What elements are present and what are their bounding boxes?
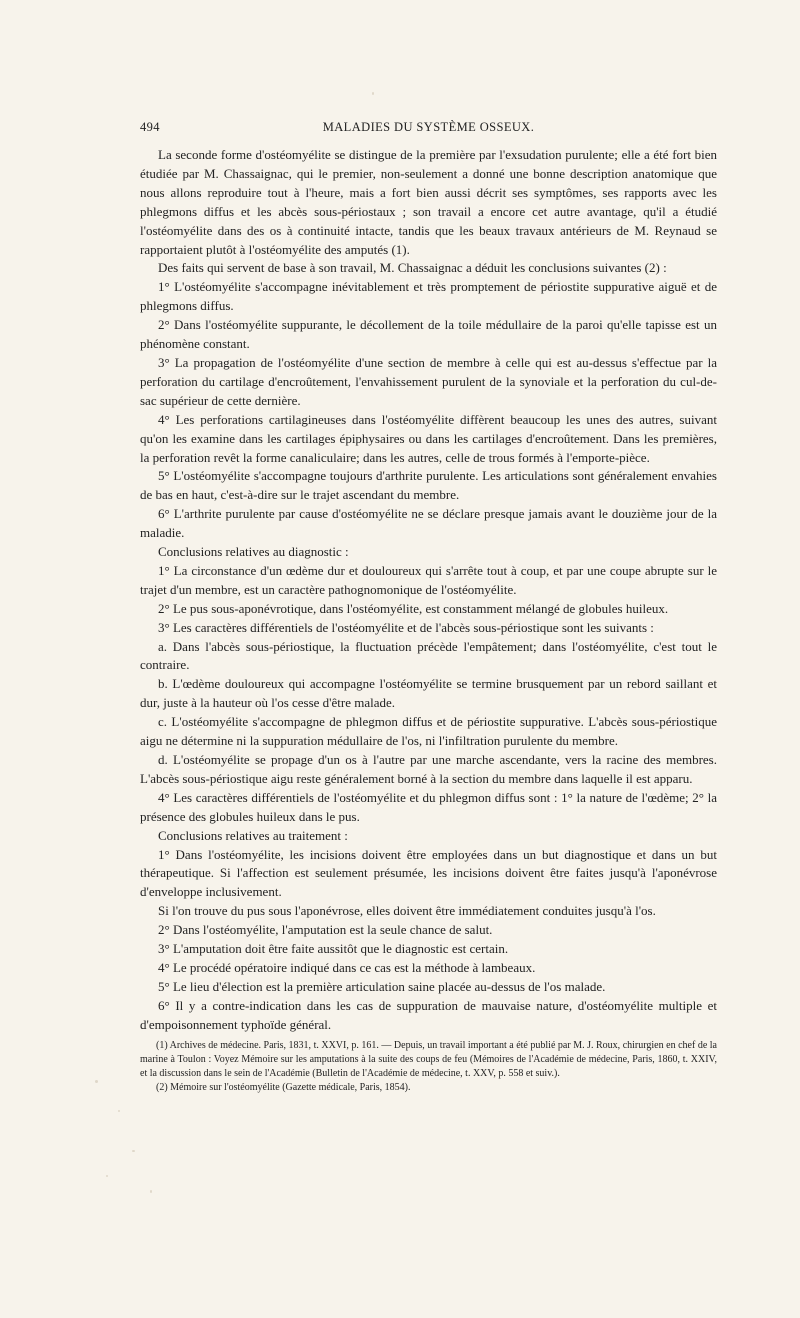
paragraph: 4° Le procédé opératoire indiqué dans ce cas est la méthode à lambeaux. bbox=[158, 959, 536, 975]
main-text bbox=[140, 146, 717, 1095]
paragraph: 1° La circonstance d'un œdème dur et douloureux qui s'arrête tout à coup, et par une coupe abrupte sur le trajet d'un membre, est un caractère pathognomonique de l'ostéomyélite. bbox=[140, 562, 717, 597]
paragraph: b. L'œdème douloureux qui accompagne l'ostéomyélite se termine brusquement par un rebord saillant et dur, juste à la hauteur où l'os cesse d'être malade. bbox=[140, 676, 717, 711]
paper-speck bbox=[150, 1190, 152, 1193]
running-title: MALADIES DU SYSTÈME OSSEUX. bbox=[322, 120, 535, 134]
paragraph: 3° L'amputation doit être faite aussitôt que le diagnostic est certain. bbox=[158, 941, 509, 957]
page-number: 494 bbox=[140, 120, 160, 134]
paragraph: 5° L'ostéomyélite s'accompagne toujours d'arthrite purulente. Les articulations sont généralement envahies de bas en haut, c'est-à-dire sur le trajet ascendant du membre. bbox=[140, 468, 717, 503]
paragraph: 6° L'arthrite purulente par cause d'ostéomyélite ne se déclare presque jamais avant le douzième jour de la maladie. bbox=[140, 506, 717, 541]
paragraph: 3° La propagation de l'ostéomyélite d'une section de membre à celle qui est au-dessus s'effectue par la perforation du cartilage d'encroûtement, l'envahissement purulent de la synoviale et la perforation du cul-de-sac supérieur de cette dernière. bbox=[140, 354, 717, 408]
paragraph: 3° Les caractères différentiels de l'ostéomyélite et de l'abcès sous-périostique sont les suivants : bbox=[158, 619, 654, 635]
footnotes bbox=[140, 1039, 717, 1096]
paper-speck bbox=[372, 92, 374, 95]
paper-speck bbox=[118, 1110, 120, 1112]
paragraph: 4° Les perforations cartilagineuses dans l'ostéomyélite diffèrent beaucoup les unes des autres, suivant qu'on les examine dans les cartilages épiphysaires ou dans les cartilages d'encroûtement. Dans les premières, la perforation revêt la forme canaliculaire; dans les autres, celle de trous formés à l'emporte-pièce. bbox=[140, 411, 717, 465]
paragraph: 1° Dans l'ostéomyélite, les incisions doivent être employées dans un but diagnostique et dans un but thérapeutique. Si l'affection est seulement présumée, les incisions doivent être faites jusqu'à l'aponévrose d'enveloppe inclusivement. bbox=[140, 846, 717, 900]
paragraph: 2° Dans l'ostéomyélite, l'amputation est la seule chance de salut. bbox=[158, 922, 493, 938]
paper-speck bbox=[95, 1080, 98, 1083]
paragraph: 2° Le pus sous-aponévrotique, dans l'ostéomyélite, est constamment mélangé de globules huileux. bbox=[158, 600, 669, 616]
paragraph: 4° Les caractères différentiels de l'ostéomyélite et du phlegmon diffus sont : 1° la nature de l'œdème; 2° la présence des globules huileux dans le pus. bbox=[140, 789, 717, 824]
paper-speck bbox=[132, 1150, 135, 1152]
footnote: (1) Archives de médecine. Paris, 1831, t. XXVI, p. 161. — Depuis, un travail important a été publié par M. J. Roux, chirurgien en chef de la marine à Toulon : Voyez Mémoire sur les amputations à la suite des coups de feu (Mémoires de l'Académie de médecine, Paris, 1860, t. XXIV, et la discussion dans le sein de l'Académie (Bulletin de l'Académie de médecine, t. XXV, p. 558 et suiv.). bbox=[140, 1039, 717, 1079]
paragraph: Des faits qui servent de base à son travail, M. Chassaignac a déduit les conclusions suivantes (2) : bbox=[158, 260, 667, 276]
footnote: (2) Mémoire sur l'ostéomyélite (Gazette médicale, Paris, 1854). bbox=[156, 1082, 411, 1094]
paragraph: a. Dans l'abcès sous-périostique, la fluctuation précède l'empâtement; dans l'ostéomyélite, c'est tout le contraire. bbox=[140, 638, 717, 673]
page-header bbox=[140, 120, 717, 138]
paragraph: Si l'on trouve du pus sous l'aponévrose, elles doivent être immédiatement conduites jusqu'à l'os. bbox=[158, 903, 656, 919]
paragraph: 6° Il y a contre-indication dans les cas de suppuration de mauvaise nature, d'ostéomyélite multiple et d'empoisonnement typhoïde général. bbox=[140, 997, 717, 1032]
paragraph: 2° Dans l'ostéomyélite suppurante, le décollement de la toile médullaire de la paroi qu'elle tapisse est un phénomène constant. bbox=[140, 317, 717, 352]
section-heading: Conclusions relatives au diagnostic : bbox=[158, 544, 349, 560]
paragraph: 1° L'ostéomyélite s'accompagne inévitablement et très promptement de périostite suppurative aiguë et de phlegmons diffus. bbox=[140, 279, 717, 314]
paragraph: c. L'ostéomyélite s'accompagne de phlegmon diffus et de périostite suppurative. L'abcès sous-périostique aigu ne détermine ni la suppuration médullaire de l'os, ni l'infiltration purulente du membre. bbox=[140, 714, 717, 749]
paragraph: d. L'ostéomyélite se propage d'un os à l'autre par une marche ascendante, vers la racine des membres. L'abcès sous-périostique aigu reste généralement borné à la section du membre dans laquelle il est apparu. bbox=[140, 752, 717, 786]
paragraph: 5° Le lieu d'élection est la première articulation saine placée au-dessus de l'os malade. bbox=[158, 978, 606, 994]
paragraph: La seconde forme d'ostéomyélite se distingue de la première par l'exsudation purulente; elle a été fort bien étudiée par M. Chassaignac, qui le premier, non-seulement a donné une bonne description anatomique que nous allons reproduire tout à l'heure, mais a fort bien aussi décrit ses symptômes, ses rapports avec les phlegmons diffus et les abcès sous-périostaux ; son travail a encore cet autre avantage, qu'il a étudié l'ostéomyélite dans des os à continuité intacte, tandis que les beaux travaux antérieurs de M. Reynaud se rapportaient plutôt à l'ostéomyélite des amputés (1). bbox=[140, 147, 717, 257]
paper-speck bbox=[106, 1175, 108, 1177]
section-heading: Conclusions relatives au traitement : bbox=[158, 827, 348, 843]
